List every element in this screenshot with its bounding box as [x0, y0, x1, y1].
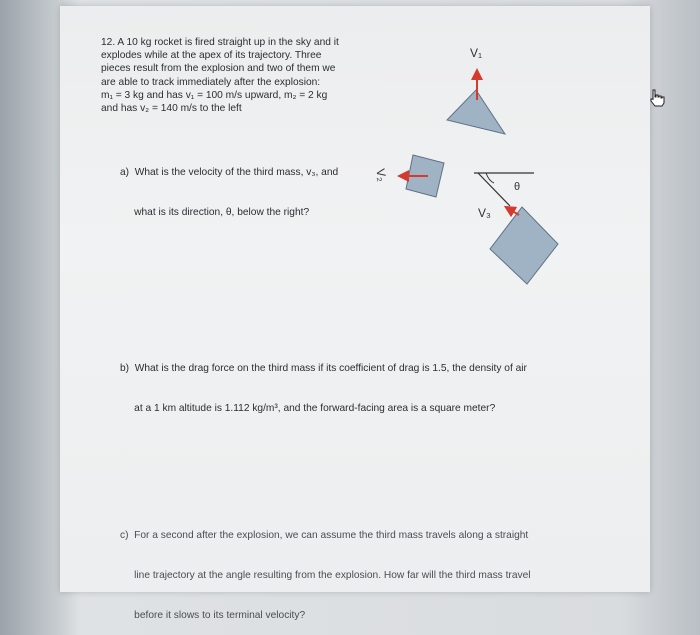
- theta-arc: [486, 173, 494, 183]
- question-b-line: at a 1 km altitude is 1.112 kg/m³, and the forward-facing area is a square meter?: [120, 403, 496, 415]
- label-theta: θ: [514, 181, 521, 193]
- question-b-line: b) What is the drag force on the third mass if its coefficient of drag is 1.5, the density of air: [120, 363, 527, 375]
- question-c-line: line trajectory at the angle resulting from the explosion. How far will the third mass travel: [120, 570, 531, 582]
- piece-3-square: [490, 207, 558, 284]
- question-c-line: c) For a second after the explosion, we can assume the third mass travels along a straight: [120, 530, 529, 542]
- problem-line: m₁ = 3 kg and has v₁ = 100 m/s upward, m₂ = 2 kg: [101, 89, 328, 101]
- problem-line: pieces result from the explosion and two of them we: [101, 63, 336, 75]
- problem-line: explodes while at the apex of its trajectory. Three: [101, 50, 322, 62]
- v3-direction-line: [478, 173, 510, 206]
- hand-cursor-icon: [647, 88, 667, 108]
- v3-arrow: [509, 209, 519, 215]
- problem-line: 12. A 10 kg rocket is fired straight up in the sky and it: [101, 37, 339, 48]
- question-c-line: before it slows to its terminal velocity?: [120, 609, 306, 621]
- problem-line: and has v₂ = 140 m/s to the left: [101, 103, 242, 115]
- label-v3: V₃: [478, 206, 491, 220]
- problem-line: are able to track immediately after the explosion:: [101, 76, 321, 88]
- question-a-line: what is its direction, θ, below the right?: [120, 207, 310, 219]
- label-v2: V₂: [373, 167, 390, 183]
- question-a-line: a) What is the velocity of the third mass, v₃, and: [120, 167, 339, 179]
- label-v1: V₁: [470, 46, 483, 60]
